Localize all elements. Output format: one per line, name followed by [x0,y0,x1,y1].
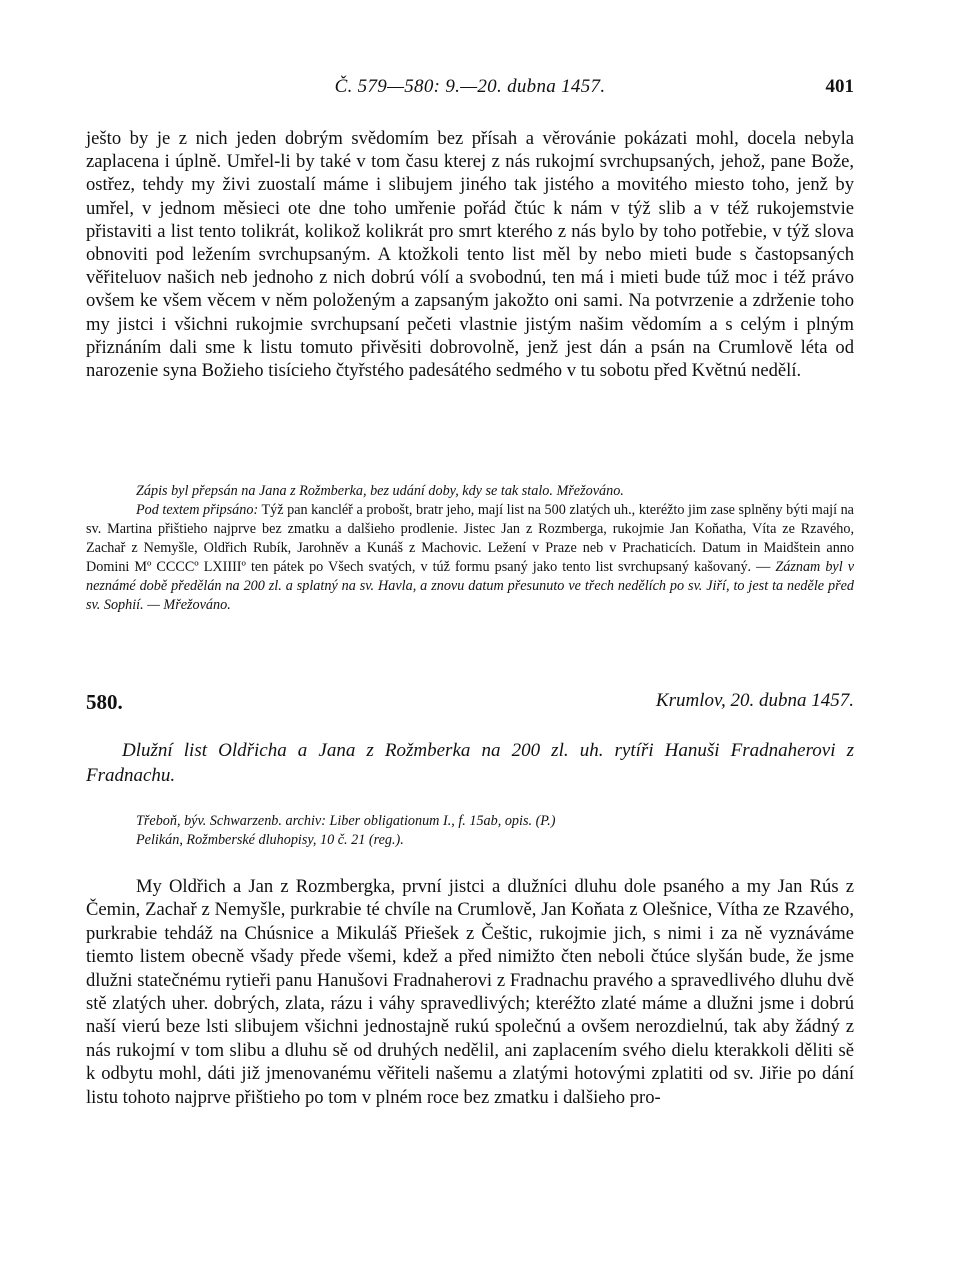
document-number: 580. [86,690,123,714]
note-2-tail: Záznam byl v neznámé době předělán na 200 zl. a splatný na sv. Havla, a znovu datum přesunuto ve třech nedělích po sv. Jiří, to jest ta neděle před sv. Sophií. — Mřežováno. [86,559,854,613]
page-number: 401 [825,76,854,97]
note-1: Zápis byl přepsán na Jana z Rožmberka, bez udání doby, kdy se tak stalo. Mřežováno. [136,483,624,499]
document-regest: Dlužní list Oldřicha a Jana z Rožmberka na 200 zl. uh. rytíři Hanuši Fradnaherovi z Fradnachu. [86,740,854,786]
note-2-body: Týž pan kancléř a probošt, bratr jeho, mají list na 500 zlatých uh., kteréžto jim zase splněny býti mají na sv. Martina přištieho najprve bez zmatku a dalšieho prodlenie. Jistec Jan z Rozmberga, rukojmie Jan Koňatha, Víta ze Rzavého, Zachař z Nemyšle, Oldřich Rubík, Jarohněv a Kunáš z Machovic. Ležení v Praze neb v Prachaticích. Datum in Maidštein anno Domini Mº CCCCº LXIIIIº ten pátek po Všech svatých, v túž formu psaný jako tento list svrchupsaný kašovaný. — [86,502,854,575]
continuation-text: ješto by je z nich jeden dobrým svědomím bez přísah a věrovánie pokázati mohl, docela nebyla zaplacena i úplně. Umřel-li by také v tom času kterej z nás rukojmí svrchupsaných, jehož, pane Bože, ostřez, tehdy my živi zuostalí máme i slibujem jiného tak jistého a movitého miesto toho, jenž by umřel, v jednom měsieci ote dne toho umřenie pořád čtúc k nám v týž slib a v též rukojemstvie přistaviti a list tento tolikrát, kolikož kolikrát pro smrt kterého z nás bylo by toho potřebie, v týž slova obnoviti pod ležením svrchupsaným. A ktožkoli tento list měl by nebo mieti bude s častopsaných věřiteluov našich neb jednoho z nich dobrú vólí a svobodnú, ten má i mieti bude túž moc i též právo ovšem ke všem věcem v něm položeným a zapsaným jakožto oni sami. Na potvrzenie a zdrženie toho my jistci i všichni rukojmie svrchupsaní pečeti vlastnie jistým našim vědomím a s celým i plným přiznáním dali sme k listu tomuto přivěsiti dobrovolně, jenž jest dán a psán na Crumlově léta od narozenie syna Božieho tisícieho čtyřstého padesátého sedmého v tu sobotu před Květnú nedělí. [86,128,854,382]
running-header [86,76,854,106]
document-text-paragraph: My Oldřich a Jan z Rozmbergka, první jistci a dlužníci dluhu dole psaného a my Jan Rús z Čemin, Zachař z Nemyšle, purkrabie té chvíle na Crumlově, Jan Koňata z Olešnice, Vítha ze Rzavého, purkrabie tehdáž na Chúsnice a Mikuláš Přiešek z Češtic, rukojmie jich, s nimi i za ně vyznáváme tiemto listem obecně všady přede všemi, kdež a před nimižto čten neboli čtúce slyšán bude, že jsme dlužni statečnému rytieři panu Hanušovi Fradnaherovi z Fradnachu pravého a spravedlivého dluhu dvě stě zlatých uher. dobrých, zlata, rázu i váhy spravedlivých; kteréžto zlaté máme a dlužni jsme i dobrú naší vierú beze lsti slibujem všichni jednostajně rukú společnú a ovšem nerozdielnú, tak aby žádný z nás rukojmí v tom slibu a dluhu sě od druhých nedělil, ani zaplacením svého dielu kterakkoli děliti sě k odbytu mohl, dáti již jmenovanému věřiteli našemu a zlatými hotovými zplatiti od sv. Jiřie po dání listu tohoto najprve přištieho po tom v plném roce bez zmatku i dalšieho pro- [86,876,854,1108]
document-sources [136,812,854,850]
document-place-date: Krumlov, 20. dubna 1457. [655,690,854,711]
document-text [86,875,854,1109]
note-2-lead: Pod textem připsáno: [136,502,259,518]
document-page [86,0,854,1264]
running-title: Č. 579—580: 9.—20. dubna 1457. [334,76,606,97]
document-heading [86,690,854,720]
notes-579 [86,482,854,615]
note-2 [86,501,854,615]
source-line-1: Třeboň, býv. Schwarzenb. archiv: Liber obligationum I., f. 15ab, opis. (P.) [136,813,556,829]
source-line-2: Pelikán, Rožmberské dluhopisy, 10 č. 21 (reg.). [136,832,404,848]
